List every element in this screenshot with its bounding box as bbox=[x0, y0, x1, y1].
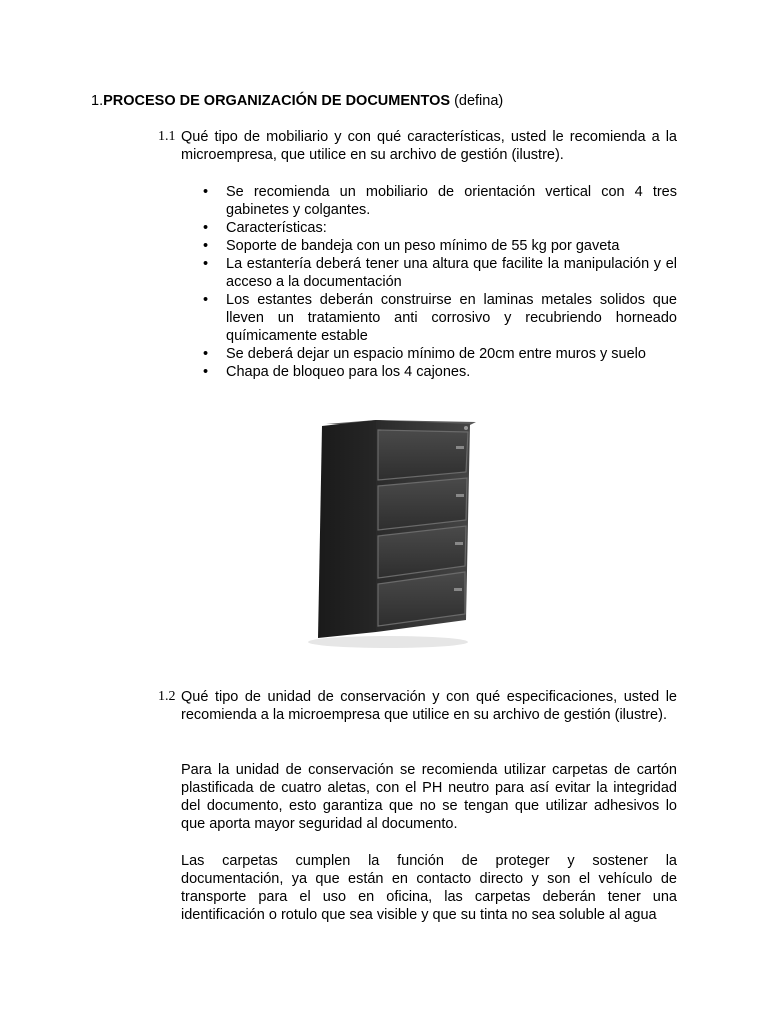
question-number-1-2: 1.2 bbox=[158, 689, 176, 704]
question-text-1-1: Qué tipo de mobiliario y con qué características, usted le recomienda a la microempresa, que utilice en su archivo de gestión (ilustre). bbox=[181, 129, 677, 163]
list-item: • Los estantes deberán construirse en laminas metales solidos que lleven un tratamiento anti corrosivo y recubriendo horneado químicamente estable bbox=[203, 292, 677, 344]
section-heading bbox=[91, 93, 503, 109]
question-text-1-2: Qué tipo de unidad de conservación y con qué especificaciones, usted le recomienda a la microempresa que utilice en su archivo de gestión (ilustre). bbox=[181, 689, 677, 723]
section-number: 1. bbox=[91, 93, 104, 109]
paragraph-folders: Las carpetas cumplen la función de proteger y sostener la documentación, ya que están en contacto directo y son el vehículo de transporte para el uso en oficina, las carpetas deberán tener una identificación o rotulo que sea visible y que su tinta no sea soluble al agua bbox=[181, 853, 677, 923]
recommendation-list bbox=[203, 183, 677, 381]
list-item: • Soporte de bandeja con un peso mínimo de 55 kg por gaveta bbox=[203, 238, 620, 254]
list-item: • La estantería deberá tener una altura que facilite la manipulación y el acceso a la documentación bbox=[203, 256, 677, 290]
list-item: • Chapa de bloqueo para los 4 cajones. bbox=[203, 364, 471, 380]
list-item: • Se recomienda un mobiliario de orientación vertical con 4 tres gabinetes y colgantes. bbox=[203, 184, 677, 218]
list-item: • Se deberá dejar un espacio mínimo de 20cm entre muros y suelo bbox=[203, 346, 646, 362]
question-number-1-1: 1.1 bbox=[158, 129, 176, 144]
filing-cabinet-image bbox=[288, 402, 480, 670]
list-item: • Características: bbox=[203, 220, 327, 236]
section-note: (defina) bbox=[450, 93, 504, 109]
cabinet-drawer bbox=[378, 430, 468, 480]
paragraph-conservation-unit: Para la unidad de conservación se recomienda utilizar carpetas de cartón plastificada de cuatro aletas, con el PH neutro para así evitar la integridad del documento, esto garantiza que no se tengan que utilizar adhesivos lo que aporta mayor seguridad al documento. bbox=[181, 762, 677, 832]
section-title: PROCESO DE ORGANIZACIÓN DE DOCUMENTOS bbox=[103, 93, 451, 109]
